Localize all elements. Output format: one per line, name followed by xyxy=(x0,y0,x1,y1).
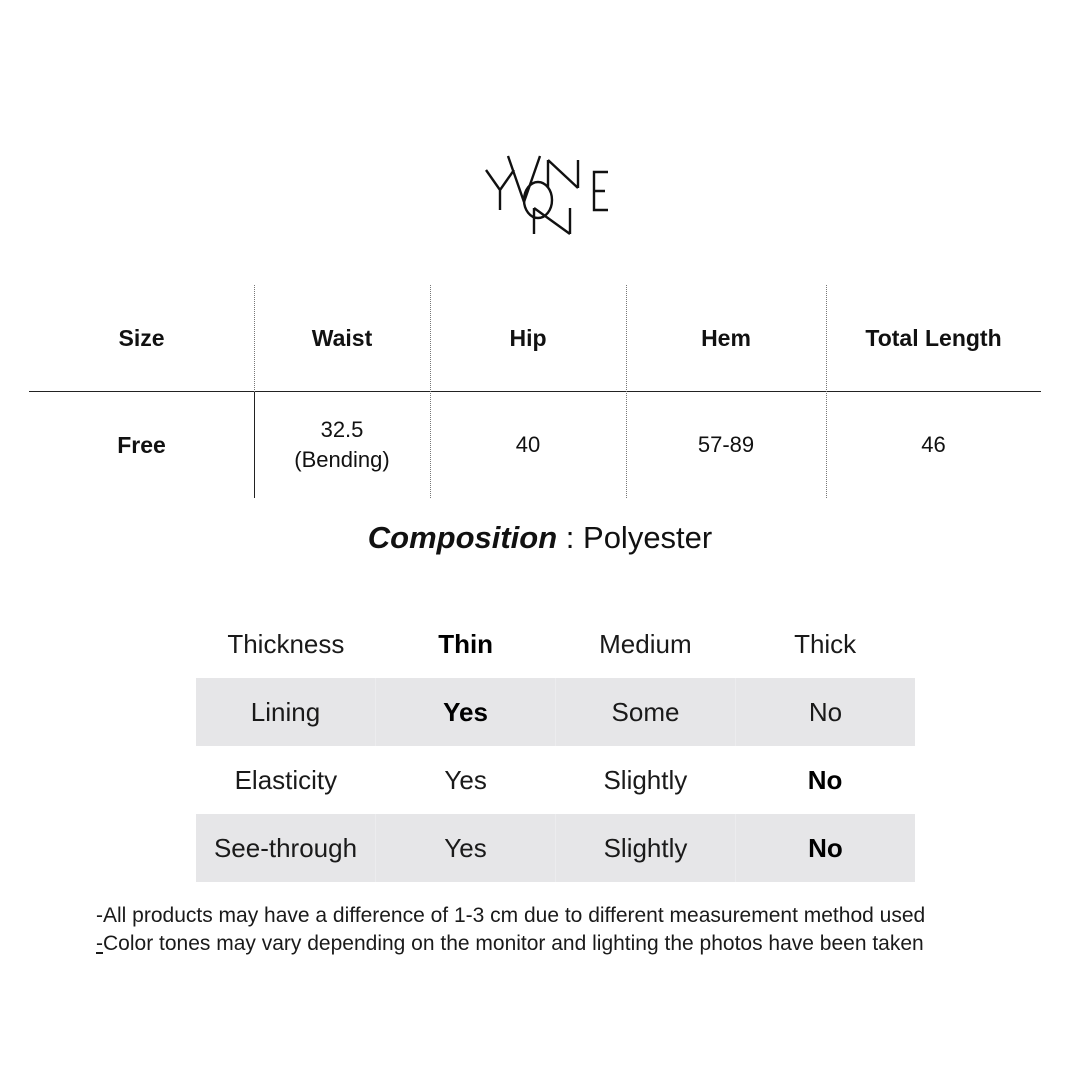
hem-header: Hem xyxy=(701,324,751,351)
fabric-option: Yes xyxy=(375,814,555,882)
fabric-row-elasticity xyxy=(196,746,915,814)
fabric-row-see-through xyxy=(196,814,915,882)
column-divider xyxy=(626,285,627,498)
fabric-row-lining xyxy=(196,678,915,746)
waist-value-note: (Bending) xyxy=(294,447,390,472)
total-length-header: Total Length xyxy=(865,324,1002,351)
fabric-row-label: See-through xyxy=(196,814,375,882)
note-color-dash: - xyxy=(96,932,103,955)
size-header: Size xyxy=(118,324,165,351)
fabric-option: No xyxy=(735,678,915,746)
fabric-option: Yes xyxy=(444,764,487,795)
fabric-row-label: Lining xyxy=(196,678,375,746)
fabric-option: Slightly xyxy=(603,764,688,795)
fabric-option: Some xyxy=(555,678,735,746)
fabric-row-label: Elasticity xyxy=(234,764,338,795)
composition-separator: : xyxy=(557,520,584,555)
fabric-option-selected: Thin xyxy=(438,628,494,659)
hem-value: 57-89 xyxy=(697,432,755,457)
fabric-row-thickness xyxy=(196,610,915,678)
column-divider xyxy=(826,285,827,498)
waist-value xyxy=(254,392,430,498)
fabric-option-selected: No xyxy=(735,814,915,882)
note-color-text: Color tones may vary depending on the monitor and lighting the photos have been taken xyxy=(103,932,924,955)
header-divider xyxy=(29,391,1041,392)
fabric-option-selected: No xyxy=(807,764,843,795)
size-value: Free xyxy=(117,432,166,458)
composition-line xyxy=(0,520,1080,556)
total-length-value: 46 xyxy=(921,432,946,457)
size-chart-table xyxy=(29,285,1041,498)
fabric-option-selected: Yes xyxy=(375,678,555,746)
fabric-option: Slightly xyxy=(555,814,735,882)
brand-logo xyxy=(478,150,618,240)
hip-header: Hip xyxy=(509,324,547,351)
column-divider-solid xyxy=(254,392,255,498)
fabric-properties-table xyxy=(196,610,915,882)
waist-value-number: 32.5 xyxy=(320,417,364,442)
fabric-option: Thick xyxy=(794,628,857,659)
composition-label: Composition xyxy=(367,520,558,555)
composition-value: Polyester xyxy=(583,520,713,555)
note-color xyxy=(96,930,925,958)
disclaimer-notes xyxy=(96,902,925,958)
note-measurement: -All products may have a difference of 1-3 cm due to different measurement method used xyxy=(96,904,926,927)
fabric-row-label: Thickness xyxy=(227,628,345,659)
column-divider xyxy=(430,285,431,498)
yvonne-monogram-logo-icon xyxy=(478,150,618,240)
waist-header: Waist xyxy=(311,324,373,351)
hip-value: 40 xyxy=(515,432,541,457)
fabric-option: Medium xyxy=(599,628,692,659)
